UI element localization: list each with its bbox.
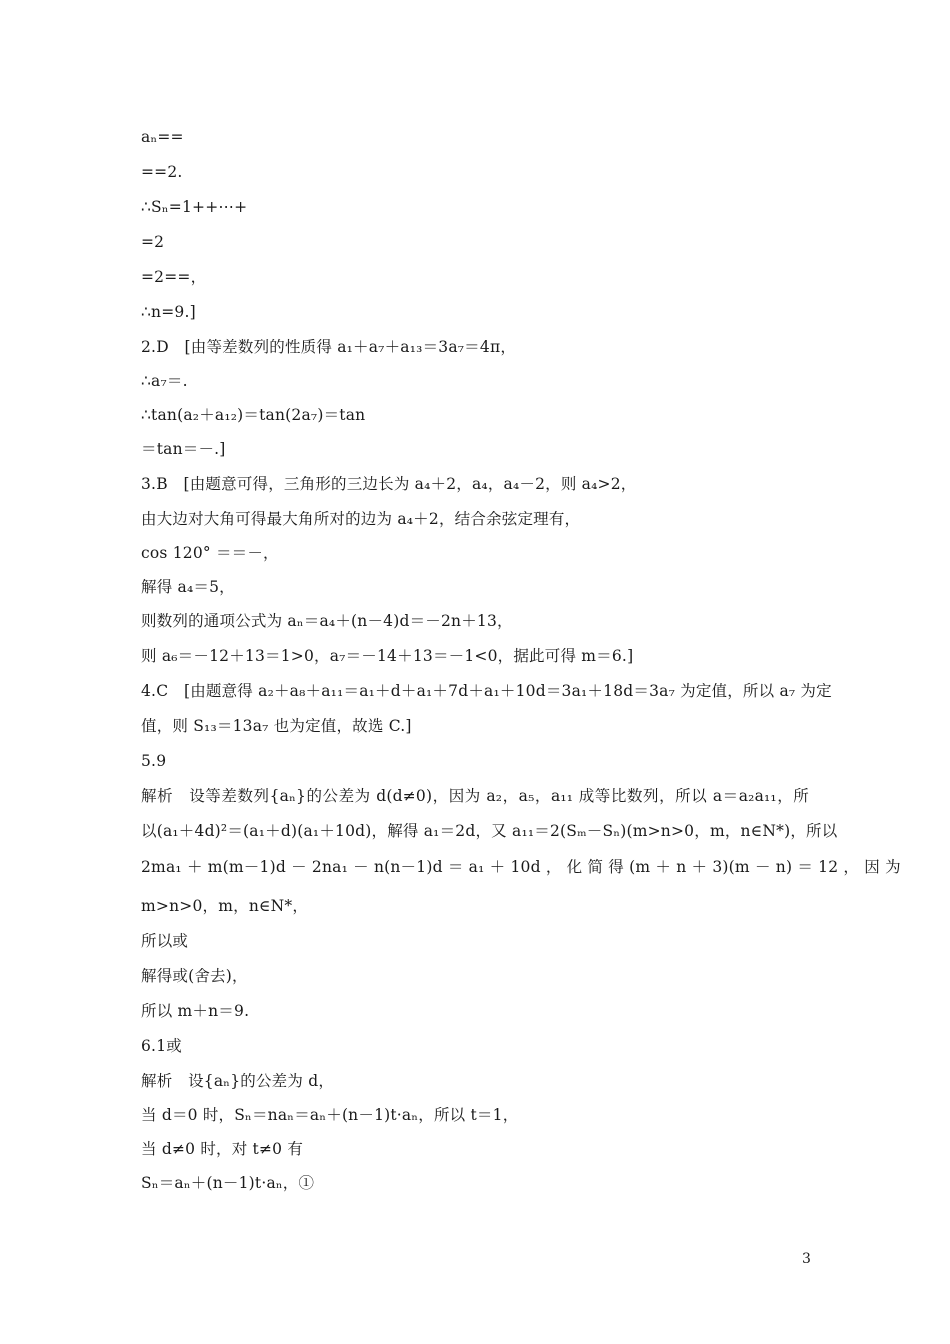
text-line: =2==， [141,268,207,286]
text-line: m>n>0，m，n∈N*， [141,897,309,915]
text-line: ＝tan＝－.] [141,440,226,458]
text-line: 解得 a₄＝5， [141,578,235,596]
text-line: ∴tan(a₂＋a₁₂)＝tan(2a₇)＝tan [141,406,366,424]
text-line: 以(a₁＋4d)²＝(a₁＋d)(a₁＋10d)，解得 a₁＝2d，又 a₁₁＝2(Sₘ－Sₙ)(m>n>0，m，n∈N*)，所以 [141,822,838,840]
text-line: ∴Sₙ=1++⋯+ [141,198,248,216]
text-line: 6.1或 [141,1037,182,1055]
text-line: 4.C [由题意得 a₂＋a₈＋a₁₁＝a₁＋d＋a₁＋7d＋a₁＋10d＝3a₁＋18d＝3a₇ 为定值，所以 a₇ 为定 [141,682,832,700]
text-line: 值，则 S₁₃＝13a₇ 也为定值，故选 C.] [141,717,412,735]
text-line: 当 d≠0 时，对 t≠0 有 [141,1140,304,1158]
page-number: 3 [802,1251,811,1267]
text-line: 当 d＝0 时，Sₙ＝naₙ＝aₙ＋(n－1)t·aₙ，所以 t＝1， [141,1106,519,1124]
text-line: 由大边对大角可得最大角所对的边为 a₄＋2，结合余弦定理有， [141,510,581,528]
text-line: Sₙ＝aₙ＋(n－1)t·aₙ，① [141,1174,315,1192]
text-line: =2 [141,233,165,251]
text-line: cos 120° ＝＝－， [141,544,279,562]
text-line: 则数列的通项公式为 aₙ＝a₄＋(n－4)d＝－2n＋13， [141,612,513,630]
text-line: 解析 设{aₙ}的公差为 d， [141,1072,335,1090]
text-line: 则 a₆＝－12＋13＝1>0，a₇＝－14＋13＝－1<0，据此可得 m＝6.] [141,647,634,665]
text-line: 解析 设等差数列{aₙ}的公差为 d(d≠0)，因为 a₂，a₅，a₁₁ 成等比数列，所以 a＝a₂a₁₁，所 [141,787,809,805]
text-line: ∴a₇＝. [141,372,188,390]
text-line: 5.9 [141,752,167,770]
text-line: 所以 m＋n＝9. [141,1002,250,1020]
text-line: 3.B [由题意可得，三角形的三边长为 a₄＋2，a₄，a₄－2，则 a₄>2， [141,475,637,493]
text-line: aₙ== [141,128,184,146]
text-line: 解得或(舍去)， [141,967,248,985]
text-line: ∴n=9.] [141,303,196,321]
text-line: 2ma₁ ＋ m(m－1)d － 2na₁ － n(n－1)d ＝ a₁ ＋ 10d ， 化 简 得 (m ＋ n ＋ 3)(m － n) ＝ 12 ， 因 为 [141,858,901,876]
text-line: ==2. [141,163,183,181]
text-line: 所以或 [141,932,189,950]
text-line: 2.D [由等差数列的性质得 a₁＋a₇＋a₁₃＝3a₇＝4π， [141,338,517,356]
